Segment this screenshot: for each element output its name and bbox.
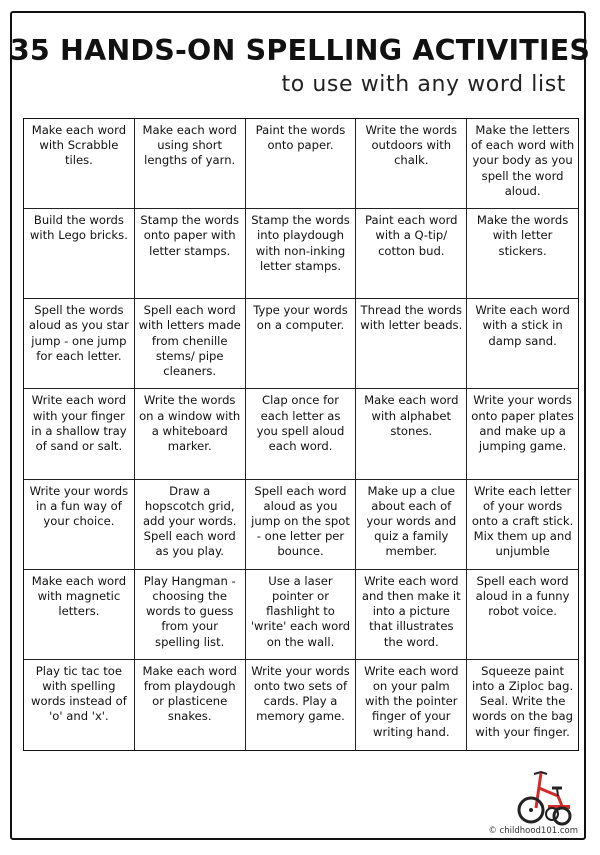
activity-cell: Spell the words aloud as you star jump - one jump for each letter. xyxy=(24,299,135,389)
activity-cell: Use a laser pointer or flashlight to 'write' each word on the wall. xyxy=(246,570,357,660)
activity-cell: Write your words onto two sets of cards. Play a memory game. xyxy=(246,660,357,750)
activity-cell: Draw a hopscotch grid, add your words. Spell each word as you play. xyxy=(135,480,246,570)
activity-cell: Play Hangman - choosing the words to guess from your spelling list. xyxy=(135,570,246,660)
activity-cell: Stamp the words onto paper with letter stamps. xyxy=(135,209,246,299)
brand-credit: © childhood101.com xyxy=(488,826,578,836)
activity-cell: Build the words with Lego bricks. xyxy=(24,209,135,299)
activity-cell: Play tic tac toe with spelling words instead of 'o' and 'x'. xyxy=(24,660,135,750)
activity-cell: Type your words on a computer. xyxy=(246,299,357,389)
activity-cell: Make the words with letter stickers. xyxy=(467,209,578,299)
activity-cell: Squeeze paint into a Ziploc bag. Seal. Write the words on the bag with your finger. xyxy=(472,663,574,739)
page-subtitle: to use with any word list xyxy=(281,72,566,97)
activity-cell: Make each word with magnetic letters. xyxy=(24,570,135,660)
activity-cell: Write each word and then make it into a picture that illustrates the word. xyxy=(356,570,467,660)
activity-cell: Clap once for each letter as you spell aloud each word. xyxy=(246,389,357,479)
activity-cell: Make each word with Scrabble tiles. xyxy=(24,119,135,209)
activity-cell: Make up a clue about each of your words and quiz a family member. xyxy=(356,480,467,570)
activity-cell: Write each word with a stick in damp sand. xyxy=(467,299,578,389)
activity-cell: Write each word with your finger in a shallow tray of sand or salt. xyxy=(24,389,135,479)
activity-cell: Make each word using short lengths of yarn. xyxy=(135,119,246,209)
page-title: 35 HANDS-ON SPELLING ACTIVITIES xyxy=(9,34,591,67)
activity-cell: Write each word on your palm with the pointer finger of your writing hand. xyxy=(356,660,467,750)
activity-cell: Spell each word with letters made from chenille stems/ pipe cleaners. xyxy=(135,299,246,389)
activity-cell: Write your words onto paper plates and make up a jumping game. xyxy=(467,389,578,479)
activity-cell: Spell each word aloud in a funny robot voice. xyxy=(467,570,578,660)
activities-grid xyxy=(23,118,579,751)
activity-cell: Spell each word aloud as you jump on the spot - one letter per bounce. xyxy=(246,480,357,570)
activity-cell: Paint each word with a Q-tip/ cotton bud. xyxy=(356,209,467,299)
activity-cell: Paint the words onto paper. xyxy=(246,119,357,209)
activity-cell: Write your words in a fun way of your choice. xyxy=(24,480,135,570)
tricycle-icon xyxy=(514,768,574,828)
activity-cell: Make each word with alphabet stones. xyxy=(356,389,467,479)
activity-cell: Make each word from playdough or plasticene snakes. xyxy=(135,660,246,750)
activity-cell: Thread the words with letter beads. xyxy=(356,299,467,389)
activity-cell: Write the words outdoors with chalk. xyxy=(356,119,467,209)
activity-cell: Stamp the words into playdough with non-inking letter stamps. xyxy=(246,209,357,299)
activity-cell: Write the words on a window with a whiteboard marker. xyxy=(135,389,246,479)
activity-cell: Write each letter of your words onto a craft stick. Mix them up and unjumble xyxy=(467,480,578,570)
activity-cell: Make the letters of each word with your body as you spell the word aloud. xyxy=(467,119,578,209)
